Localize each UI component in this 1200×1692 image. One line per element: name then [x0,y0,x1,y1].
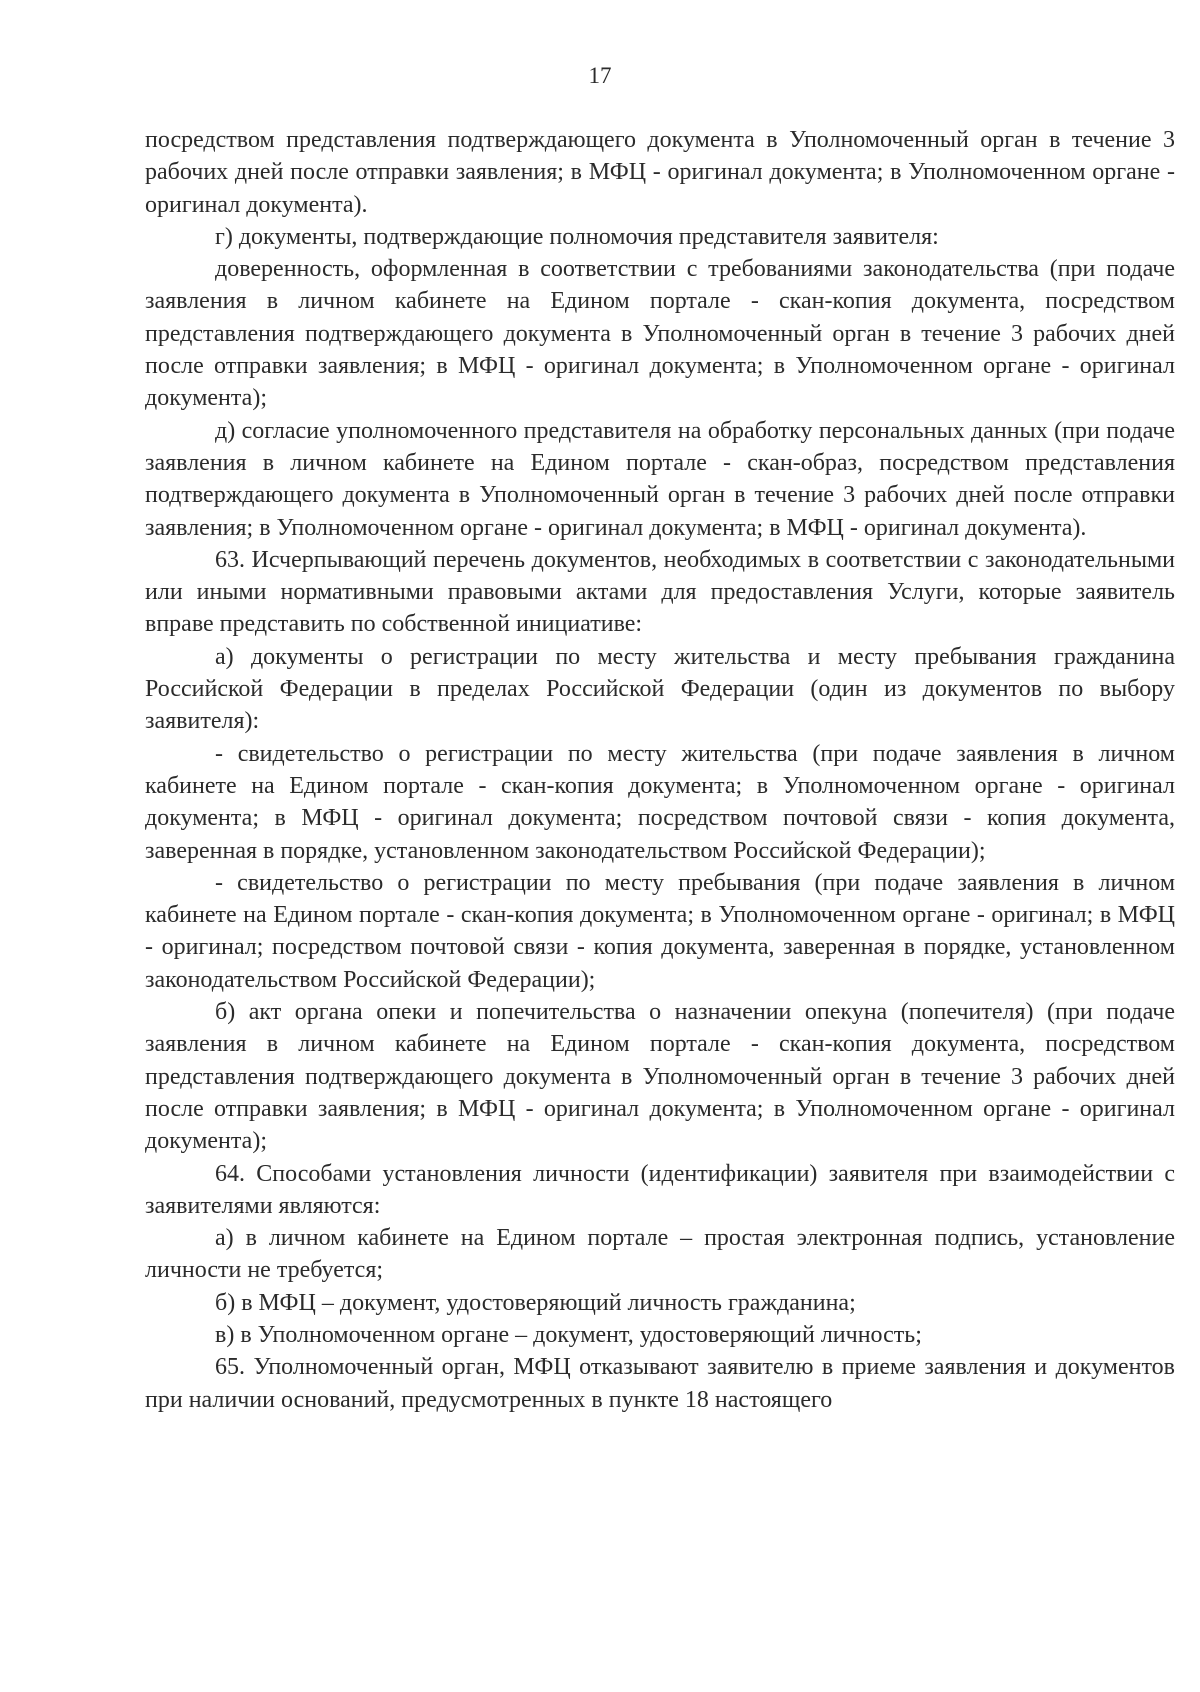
paragraph-item-d: д) согласие уполномоченного представителя на обработку персональных данных (при подаче заявления в личном кабинете на Едином портале - скан-образ, посредством представления подтверждающего документа в Уполномоченный орган в течение 3 рабочих дней после отправки заявления; в Уполномоченном органе - оригинал документа; в МФЦ - оригинал документа). [145,417,1175,541]
paragraph-item-a-registration: а) документы о регистрации по месту жительства и месту пребывания гражданина Российской Федерации в пределах Российской Федерации (один из документов по выбору заявителя): [145,643,1175,735]
paragraph-stay-certificate: - свидетельство о регистрации по месту пребывания (при подаче заявления в личном кабинете на Едином портале - скан-копия документа; в Уполномоченном органе - оригинал; в МФЦ - оригинал; посредством почтовой связи - копия документа, заверенная в порядке, установленном законодательством Российской Федерации); [145,869,1175,993]
paragraph-item-g: г) документы, подтверждающие полномочия представителя заявителя: [215,223,939,250]
page-number: 17 [588,63,612,88]
paragraph-residence-certificate: - свидетельство о регистрации по месту жительства (при подаче заявления в личном кабинете на Едином портале - скан-копия документа; в Уполномоченном органе - оригинал документа; в МФЦ - оригинал документа; посредством почтовой связи - копия документа, заверенная в порядке, установленном законодательством Российской Федерации); [145,740,1175,864]
paragraph-64-item-v: в) в Уполномоченном органе – документ, удостоверяющий личность; [215,1321,922,1348]
paragraph-65: 65. Уполномоченный орган, МФЦ отказывают заявителю в приеме заявления и документов при наличии оснований, предусмотренных в пункте 18 настоящего [145,1354,1175,1413]
paragraph-64: 64. Способами установления личности (идентификации) заявителя при взаимодействии с заявителями являются: [145,1160,1175,1219]
paragraph-64-item-a: а) в личном кабинете на Едином портале – простая электронная подпись, установление личности не требуется; [145,1225,1175,1284]
paragraph-64-item-b: б) в МФЦ – документ, удостоверяющий личность гражданина; [215,1289,856,1316]
paragraph-power-of-attorney: доверенность, оформленная в соответствии с требованиями законодательства (при подаче заявления в личном кабинете на Едином портале - скан-копия документа, посредством представления подтверждающего документа в Уполномоченный орган в течение 3 рабочих дней после отправки заявления; в МФЦ - оригинал документа; в Уполномоченном органе - оригинал документа); [145,256,1175,412]
document-body [145,124,1175,1416]
paragraph-continuation: посредством представления подтверждающего документа в Уполномоченный орган в течение 3 рабочих дней после отправки заявления; в МФЦ - оригинал документа; в Уполномоченном органе - оригинал документа). [145,127,1175,218]
paragraph-item-b-guardianship: б) акт органа опеки и попечительства о назначении опекуна (попечителя) (при подаче заявления в личном кабинете на Едином портале - скан-копия документа, посредством представления подтверждающего документа в Уполномоченный орган в течение 3 рабочих дней после отправки заявления; в МФЦ - оригинал документа; в Уполномоченном органе - оригинал документа); [145,999,1175,1155]
paragraph-63: 63. Исчерпывающий перечень документов, необходимых в соответствии с законодательными или иными нормативными правовыми актами для предоставления Услуги, которые заявитель вправе представить по собственной инициативе: [145,546,1175,638]
